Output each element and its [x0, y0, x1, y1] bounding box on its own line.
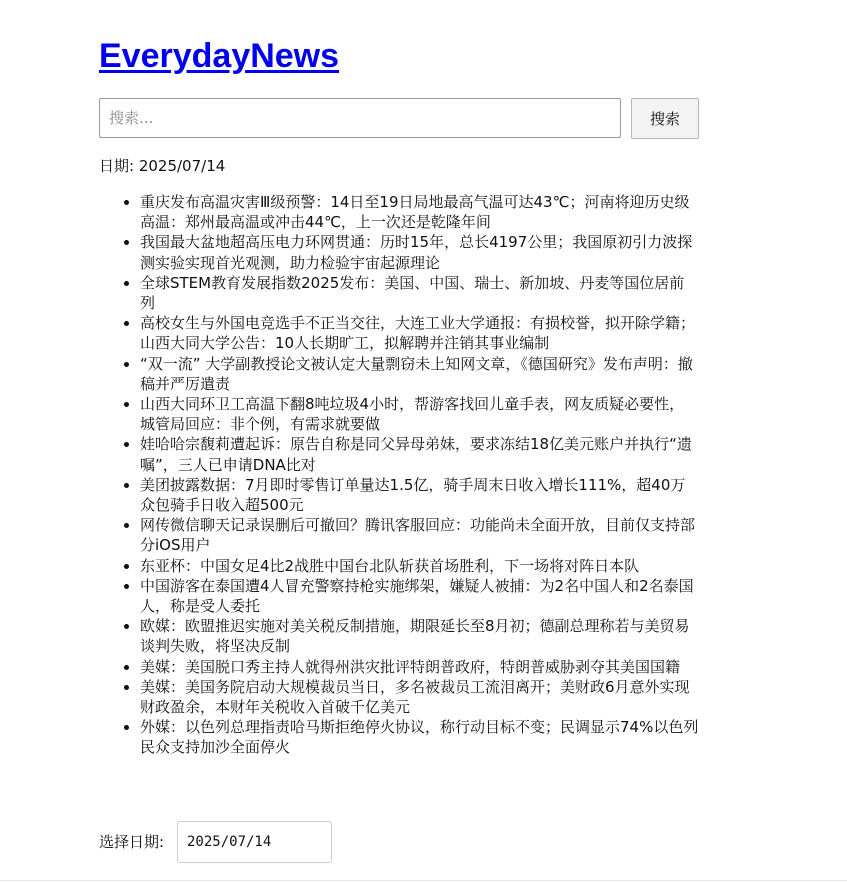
news-item: • 娃哈哈宗馥莉遭起诉：原告自称是同父异母弟妹，要求冻结18亿美元账户并执行“遗嘱”，三人已申请DNA比对 — [140, 434, 699, 474]
news-item: • 山西大同环卫工高温下翻8吨垃圾4小时，帮游客找回儿童手表，网友质疑必要性，城管局回应：非个例，有需求就要做 — [140, 394, 699, 434]
search-bar — [99, 98, 699, 139]
date-picker-label: 选择日期: — [99, 833, 165, 851]
news-list — [99, 192, 699, 758]
search-button[interactable]: 搜索 — [631, 98, 699, 139]
news-item: • 网传微信聊天记录误删后可撤回？腾讯客服回应：功能尚未全面开放，目前仅支持部分iOS用户 — [140, 515, 699, 555]
news-item: • 全球STEM教育发展指数2025发布：美国、中国、瑞士、新加坡、丹麦等国位居前列 — [140, 273, 699, 313]
news-item: • 外媒：以色列总理指责哈马斯拒绝停火协议，称行动目标不变；民调显示74%以色列民众支持加沙全面停火 — [140, 717, 699, 757]
date-picker-row — [99, 821, 699, 863]
news-item: • “双一流” 大学副教授论文被认定大量剽窃未上知网文章，《德国研究》发布声明：撤稿并严厉遣责 — [140, 354, 699, 394]
news-item: • 重庆发布高温灾害Ⅲ级预警：14日至19日局地最高气温可达43℃；河南将迎历史级高温：郑州最高温或冲击44℃，上一次还是乾隆年间 — [140, 192, 699, 232]
current-date: 日期: 2025/07/14 — [99, 157, 226, 175]
search-input[interactable] — [99, 98, 621, 138]
news-item: • 美团披露数据：7月即时零售订单量达1.5亿，骑手周末日收入增长111%，超40万众包骑手日收入超500元 — [140, 475, 699, 515]
news-item: • 美媒：美国脱口秀主持人就得州洪灾批评特朗普政府，特朗普威胁剥夺其美国国籍 — [140, 657, 699, 677]
date-picker-input[interactable]: 2025/07/14 — [177, 821, 332, 863]
news-item: • 东亚杯：中国女足4比2战胜中国台北队斩获首场胜利，下一场将对阵日本队 — [140, 556, 699, 576]
news-item: • 美媒：美国务院启动大规模裁员当日，多名被裁员工流泪离开；美财政6月意外实现财政盈余，本财年关税收入首破千亿美元 — [140, 677, 699, 717]
news-item: • 中国游客在泰国遭4人冒充警察持枪实施绑架，嫌疑人被捕：为2名中国人和2名泰国人，称是受人委托 — [140, 576, 699, 616]
bottom-divider — [0, 880, 847, 881]
news-item: • 高校女生与外国电竞选手不正当交往，大连工业大学通报：有损校誉，拟开除学籍；山西大同大学公告：10人长期旷工，拟解聘并注销其事业编制 — [140, 313, 699, 353]
site-title — [99, 36, 339, 76]
news-item: • 我国最大盆地超高压电力环网贯通：历时15年，总长4197公里；我国原初引力波探测实验实现首光观测，助力检验宇宙起源理论 — [140, 232, 699, 272]
news-item: • 欧媒：欧盟推迟实施对美关税反制措施，期限延长至8月初；德副总理称若与美贸易谈判失败，将坚决反制 — [140, 616, 699, 656]
site-title-link[interactable]: EverydayNews — [99, 37, 340, 75]
